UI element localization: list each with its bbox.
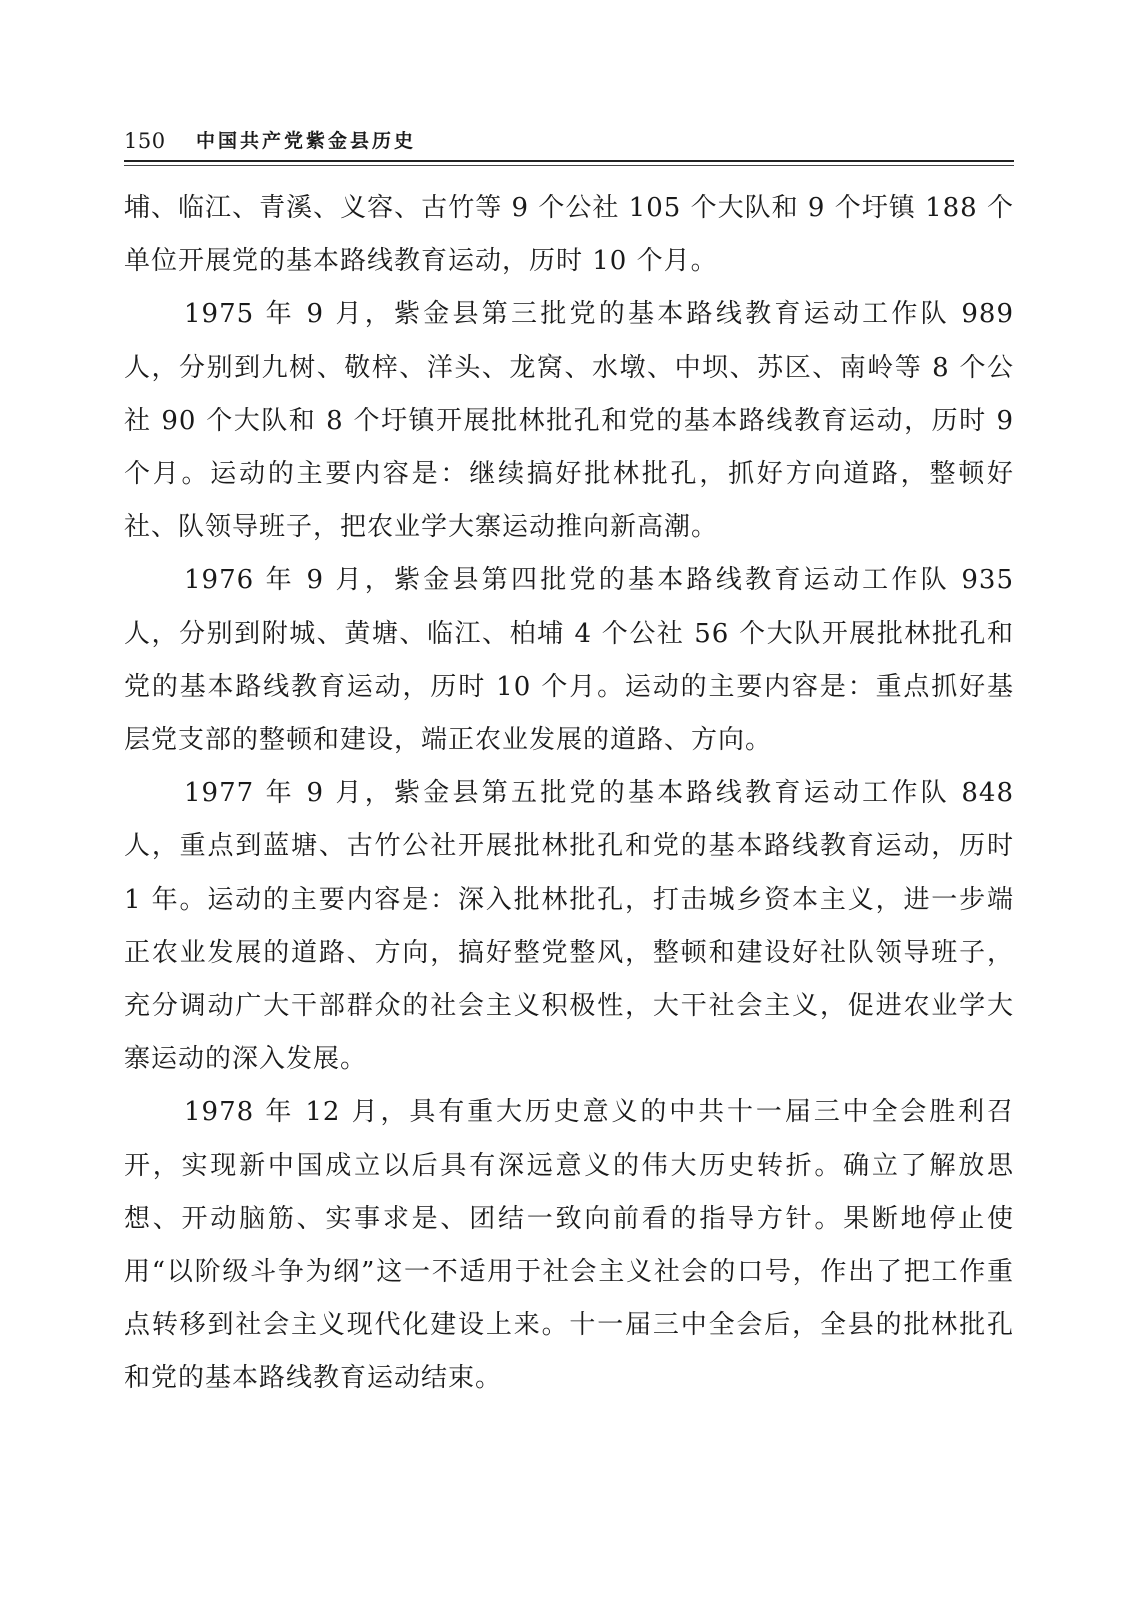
header-rule-thin [124,165,1014,166]
header-rule-thick [124,160,1014,162]
page-number: 150 [124,129,166,153]
paragraph-5: 1978 年 12 月，具有重大历史意义的中共十一届三中全会胜利召开，实现新中国成立以后具有深远意义的伟大历史转折。确立了解放思想、开动脑筋、实事求是、团结一致向前看的指导方针。果断地停止使用“以阶级斗争为纲”这一不适用于社会主义社会的口号，作出了把工作重点转移到社会主义现代化建设上来。十一届三中全会后，全县的批林批孔和党的基本路线教育运动结束。 [124,1097,1014,1394]
paragraph-3: 1976 年 9 月，紫金县第四批党的基本路线教育运动工作队 935 人，分别到附城、黄塘、临江、柏埔 4 个公社 56 个大队开展批林批孔和党的基本路线教育运动，历时 10 个月。运动的主要内容是：重点抓好基层党支部的整顿和建设，端正农业发展的道路、方向。 [124,565,1014,756]
page-header [124,126,1014,160]
paragraph-1: 埔、临江、青溪、义容、古竹等 9 个公社 105 个大队和 9 个圩镇 188 个单位开展党的基本路线教育运动，历时 10 个月。 [124,193,1014,277]
paragraph-4: 1977 年 9 月，紫金县第五批党的基本路线教育运动工作队 848 人，重点到蓝塘、古竹公社开展批林批孔和党的基本路线教育运动，历时 1 年。运动的主要内容是：深入批林批孔，打击城乡资本主义，进一步端正农业发展的道路、方向，搞好整党整风，整顿和建设好社队领导班子，充分调动广大干部群众的社会主义积极性，大干社会主义，促进农业学大寨运动的深入发展。 [124,778,1014,1075]
running-title: 中国共产党紫金县历史 [196,130,417,152]
body-text [124,182,1014,1406]
paragraph-2: 1975 年 9 月，紫金县第三批党的基本路线教育运动工作队 989 人，分别到九树、敬梓、洋头、龙窝、水墩、中坝、苏区、南岭等 8 个公社 90 个大队和 8 个圩镇开展批林批孔和党的基本路线教育运动，历时 9 个月。运动的主要内容是：继续搞好批林批孔，抓好方向道路，整顿好社、队领导班子，把农业学大寨运动推向新高潮。 [124,299,1014,543]
